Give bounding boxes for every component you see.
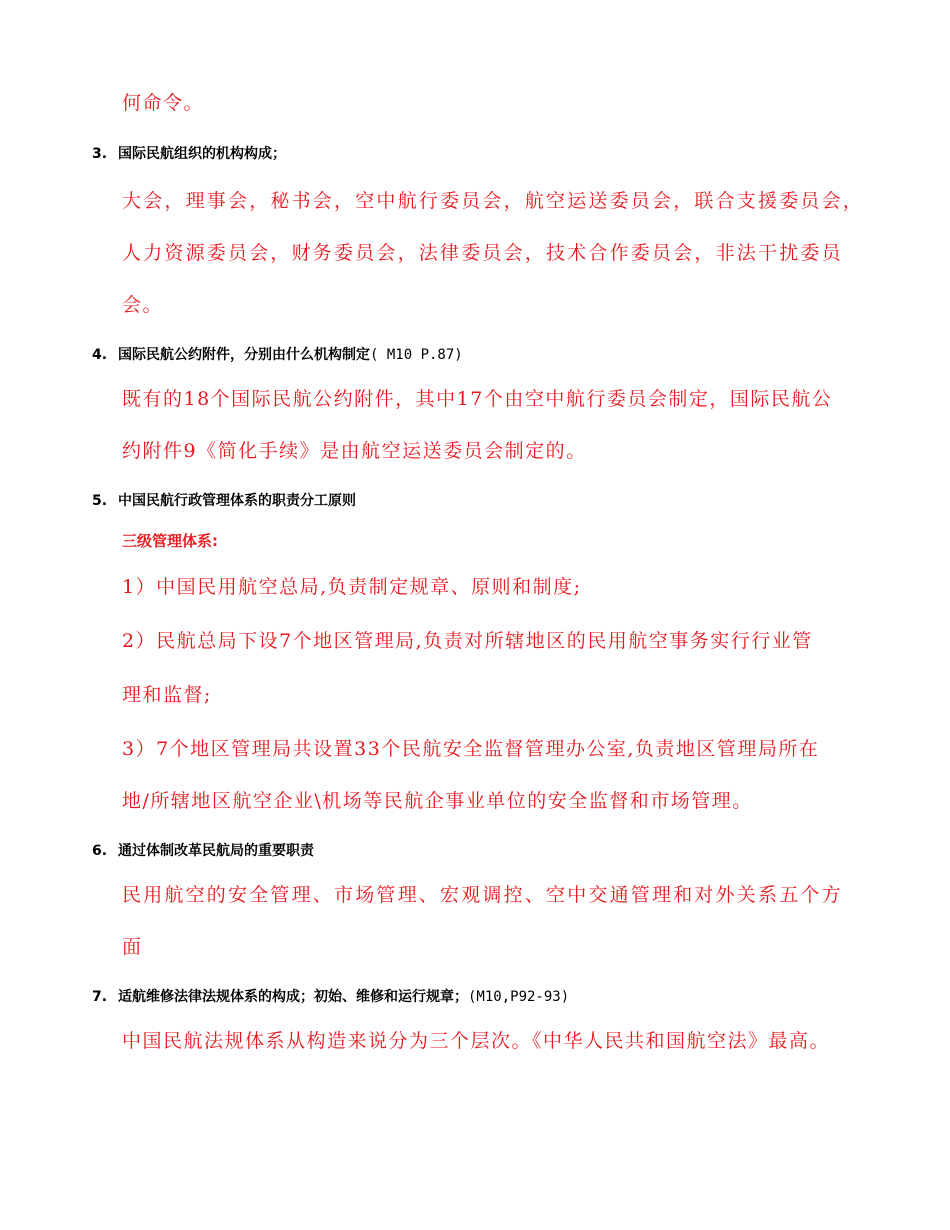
question-text: 通过体制改革民航局的重要职责 [118, 843, 314, 859]
question-text: 适航维修法律法规体系的构成；初始、维修和运行规章； [118, 989, 468, 1005]
answer-line: 人力资源委员会，财务委员会，法律委员会，技术合作委员会，非法干扰委员 [122, 242, 843, 264]
answer-line: 会。 [122, 294, 164, 316]
answer-line: 2）民航总局下设7个地区管理局,负责对所辖地区的民用航空事务实行行业管 [122, 630, 813, 652]
question-number: 5. [92, 493, 108, 509]
answer-line: 中国民航法规体系从构造来说分为三个层次。《中华人民共和国航空法》最高。 [122, 1030, 831, 1052]
answer-line: 1）中国民用航空总局,负责制定规章、原则和制度; [122, 576, 582, 598]
answer-line: 既有的18个国际民航公约附件，其中17个由空中航行委员会制定，国际民航公 [122, 388, 833, 410]
question-number: 6. [92, 843, 108, 859]
question-number: 4. [92, 347, 108, 363]
answer-line: 民用航空的安全管理、市场管理、宏观调控、空中交通管理和对外关系五个方 [122, 884, 843, 906]
reference: ( M10 P.87) [370, 347, 463, 363]
question-number: 7. [92, 989, 108, 1005]
question-3 [92, 143, 286, 163]
reference: (M10,P92-93) [468, 989, 570, 1005]
answer-line: 何命令。 [122, 92, 205, 114]
question-6 [92, 840, 314, 860]
question-text: 国际民航组织的机构构成； [118, 146, 286, 162]
question-number: 3. [92, 146, 108, 162]
answer-line: 面 [122, 936, 143, 958]
answer-line: 地/所辖地区航空企业\机场等民航企事业单位的安全监督和市场管理。 [122, 790, 753, 812]
question-7 [92, 986, 569, 1006]
answer-line: 理和监督; [122, 684, 212, 706]
answer-line: 3）7个地区管理局共设置33个民航安全监督管理办公室,负责地区管理局所在 [122, 738, 820, 760]
question-4 [92, 344, 463, 364]
answer-line: 约附件9《简化手续》是由航空运送委员会制定的。 [122, 440, 587, 462]
question-5 [92, 490, 356, 510]
subheading: 三级管理体系: [122, 532, 218, 550]
question-text: 国际民航公约附件，分别由什么机构制定 [118, 347, 370, 363]
answer-line: 大会，理事会，秘书会，空中航行委员会，航空运送委员会，联合支援委员会， [122, 190, 865, 212]
question-text: 中国民航行政管理体系的职责分工原则 [118, 493, 356, 509]
